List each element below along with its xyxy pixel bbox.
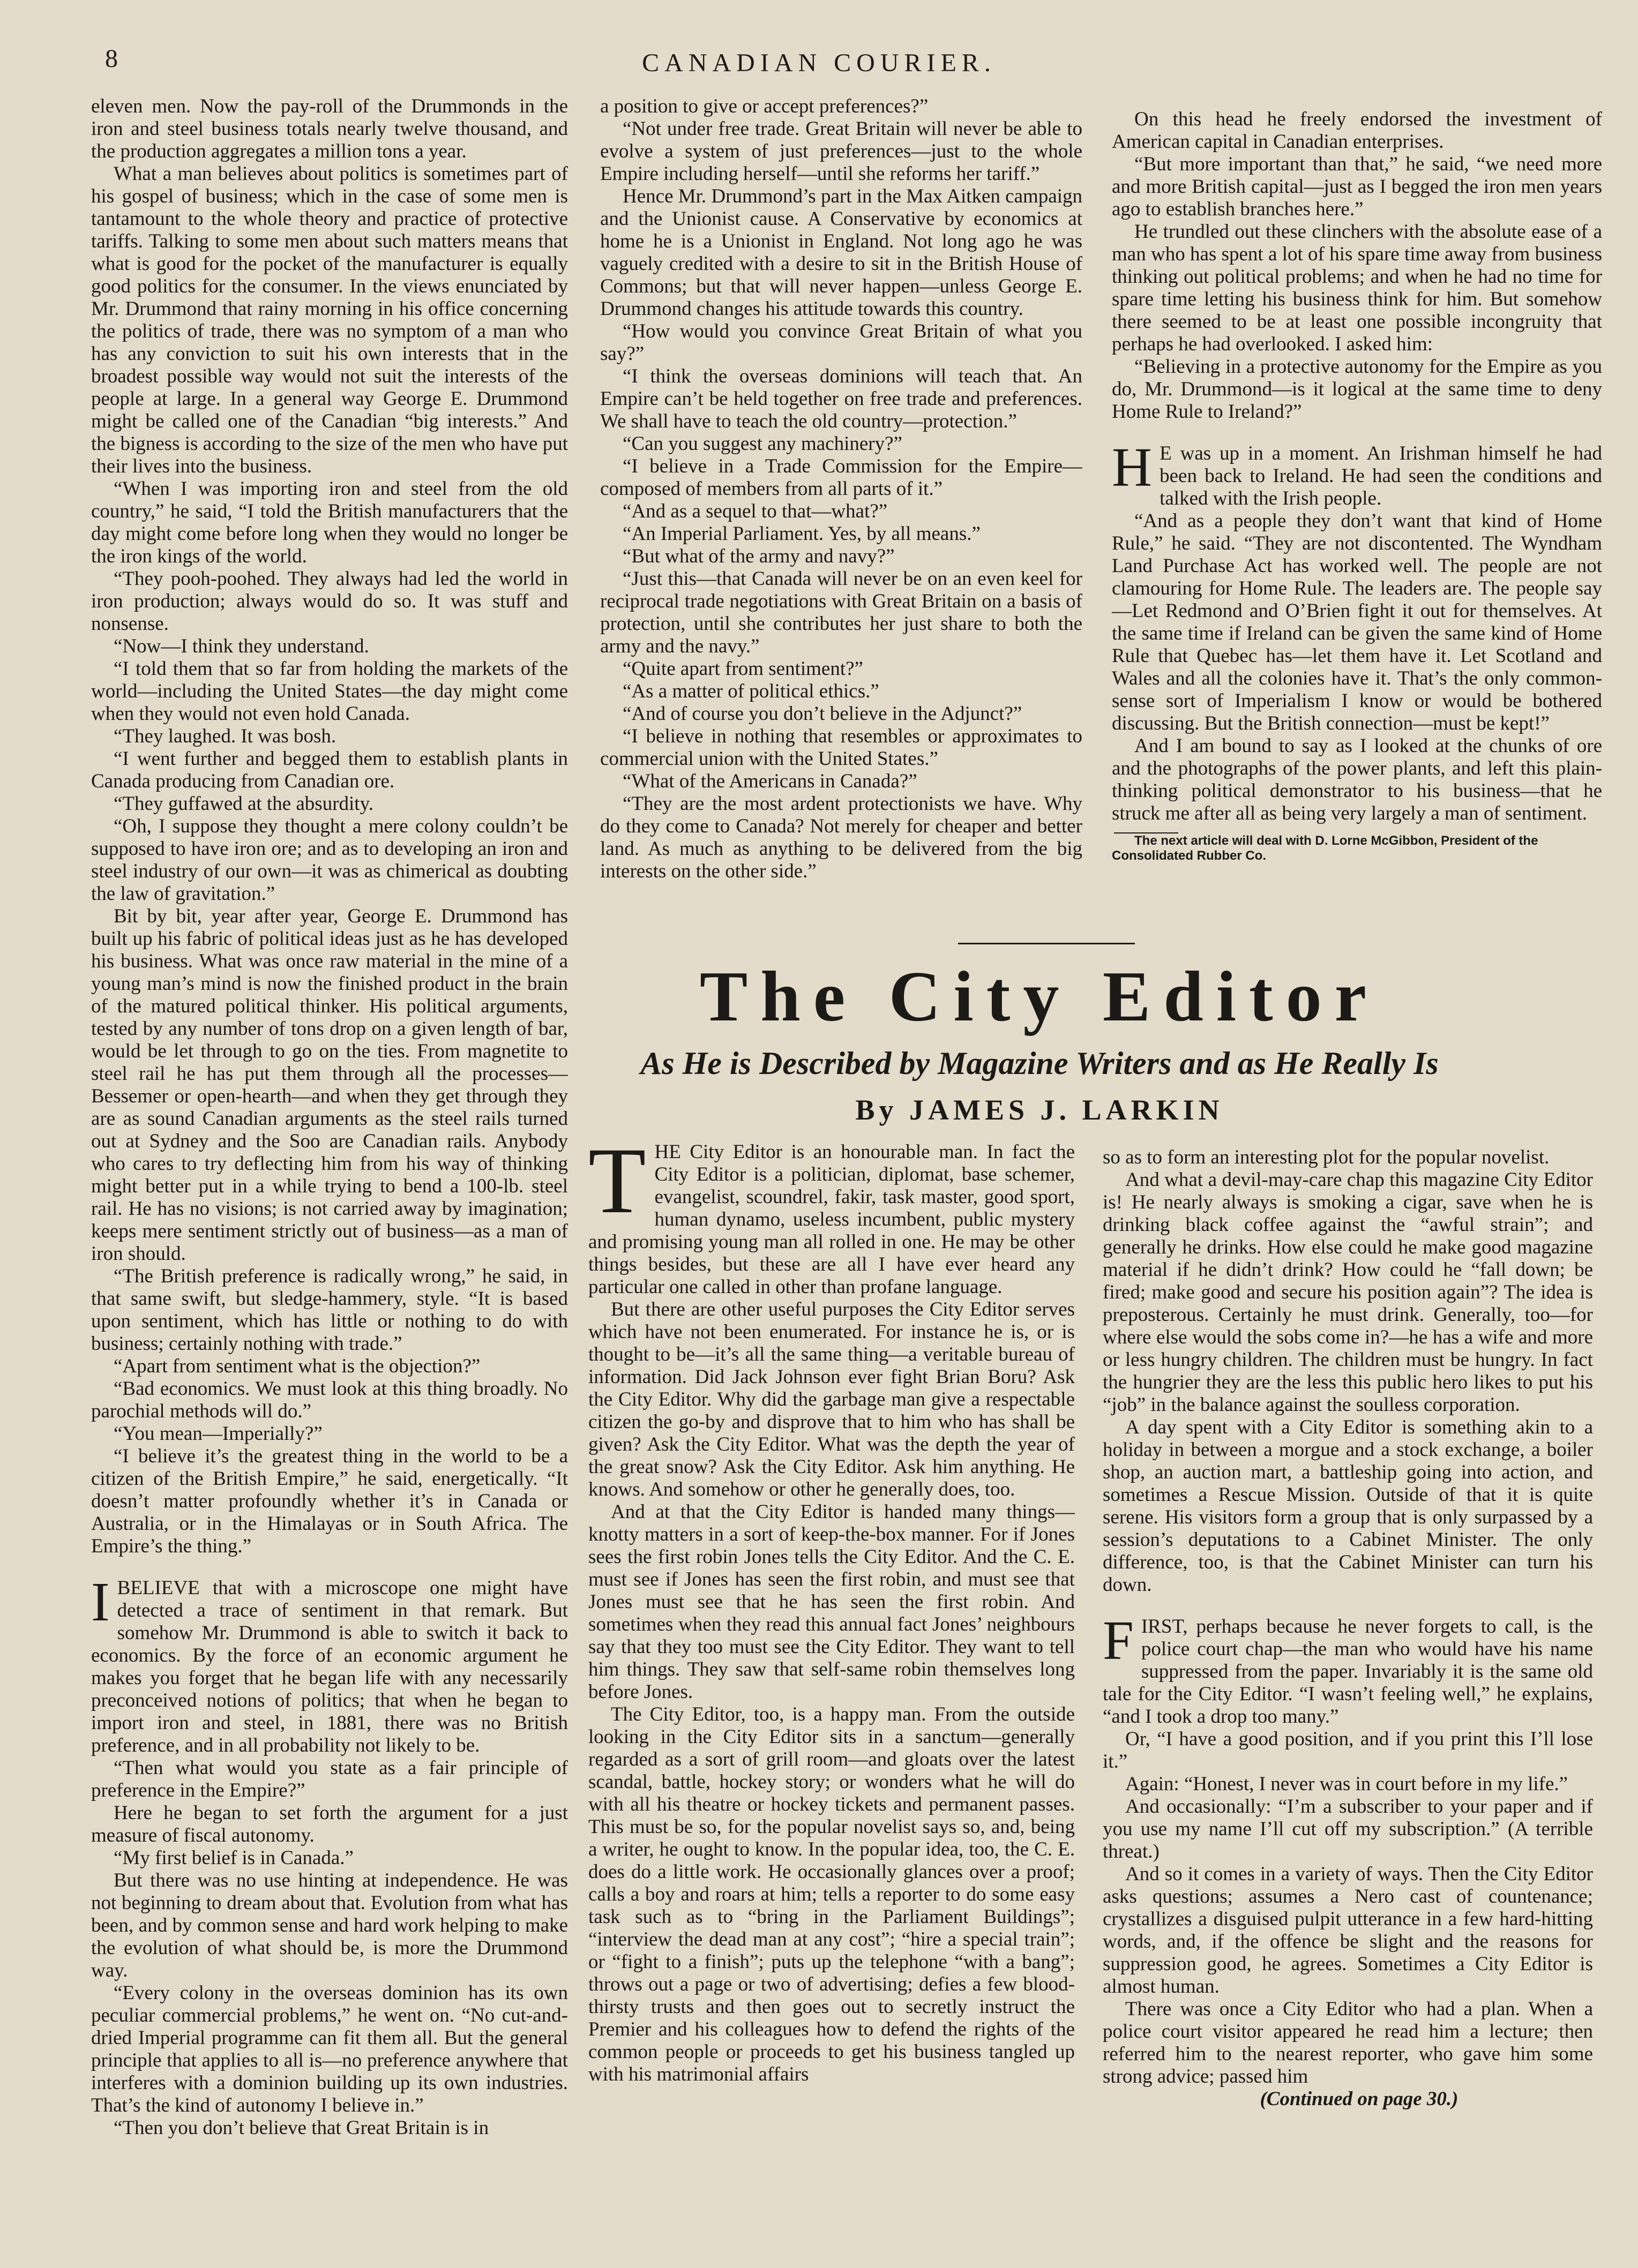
paragraph: There was once a City Editor who had a plan. When a police court visitor appeared he read him a lecture; then referred him to the nearest reporter, who gave him some strong advice; passed him [1103,1998,1593,2087]
paragraph: Here he began to set forth the argument for a just measure of fiscal autonomy. [91,1802,568,1846]
paragraph: On this head he freely endorsed the investment of American capital in Canadian enterprises. [1112,108,1602,153]
paragraph: “Oh, I suppose they thought a mere colony couldn’t be supposed to have iron ore; and as to developing an iron and steel industry of our own—it was as chimerical as doubting the law of gravitation.” [91,815,568,905]
paragraph-text: IRST, perhaps because he never forgets to call, is the police court chap—the man who would have his name suppressed from the paper. Invariably it is the same old tale for the City Editor. “I wasn’t feeling well,” he explains, “and I took a drop too many.” [1103,1616,1593,1728]
paragraph: “How would you convince Great Britain of what you say?” [600,320,1082,365]
paragraph: “Bad economics. We must look at this thing broadly. No parochial methods will do.” [91,1378,568,1422]
paragraph: “Believing in a protective autonomy for the Empire as you do, Mr. Drummond—is it logical at the same time to deny Home Rule to Ireland?” [1112,356,1602,423]
paragraph: “But what of the army and navy?” [623,545,895,567]
paragraph: “I believe it’s the greatest thing in the world to be a citizen of the British Empire,” he said, energetically. “It doesn’t matter profoundly whether it’s in Canada or Australia, or in the Himalayas or in South Africa. The Empire’s the thing.” [91,1445,568,1557]
article-subhead: As He is Described by Magazine Writers and as He Really Is [640,1046,1439,1081]
divider-rule [958,943,1135,944]
drop-cap: F [1103,1610,1134,1671]
paragraph: eleven men. Now the pay-roll of the Drummonds in the iron and steel business totals nearly twelve thousand, and the production aggregates a million tons a year. [91,95,568,162]
footnote: The next article will deal with D. Lorne McGibbon, President of the Consolidated Rubber Co. [1112,833,1538,863]
paragraph-text: E was up in a moment. An Irishman himself he had been back to Ireland. He had seen the conditions and talked with the Irish people. [1160,442,1602,509]
drop-cap: T [588,1141,646,1233]
paragraph: “They guffawed at the absurdity. [114,793,373,815]
paragraph: “They pooh-poohed. They always had led the world in iron production; always would do so. It was stuff and nonsense. [91,568,568,635]
paragraph: But there was no use hinting at independence. He was not beginning to dream about that. Evolution from what has been, and by common sense and hard work helping to make the evolution of what should be, is more the Drummond way. [91,1869,568,1981]
drop-cap: I [91,1571,110,1633]
paragraph-text: HE City Editor is an honourable man. In fact the City Editor is a politician, diplomat, base schemer, evangelist, scoundrel, fakir, task master, good sport, human dynamo, useless incumbent, public mystery and promising young man all rolled in one. He may be other things besides, but these are all I have ever heard any particular one called in other than profane language. [588,1141,1075,1298]
paragraph: Again: “Honest, I never was in court before in my life.” [1125,1773,1568,1795]
paragraph: And so it comes in a variety of ways. Then the City Editor asks questions; assumes a Nero cast of countenance; crystallizes a disguised pulpit utterance in a few hard-hitting words, and, if the offence be slight and the reasons for suppression good, he agrees. Sometimes a City Editor is almost human. [1103,1863,1593,1997]
paragraph: “As a matter of political ethics.” [623,680,879,702]
paragraph: “You mean—Imperially?” [114,1423,323,1445]
paragraph: A day spent with a City Editor is something akin to a holiday in between a morgue and a stock exchange, a boiler shop, an auction mart, a battleship going into action, and sometimes a Rescue Mission. Outside of that it is quite serene. His visitors form a group that is only surpassed by a session’s deputations to a Cabinet Minister. The only difference, too, is that the Cabinet Minister can turn his down. [1103,1416,1593,1596]
paragraph: “When I was importing iron and steel from the old country,” he said, “I told the British manufacturers that the day might come before long when they would no longer be the iron kings of the world. [91,478,568,567]
paragraph: “They are the most ardent protectionists we have. Why do they come to Canada? Not merely for cheaper and better land. As much as anything to be delivered from the big interests on the other side.” [600,793,1082,882]
paragraph: “But more important than that,” he said, “we need more and more British capital—just as I begged the iron men years ago to establish branches here.” [1112,153,1602,220]
paragraph: Bit by bit, year after year, George E. Drummond has built up his fabric of political ideas just as he has developed his business. What was once raw material in the mine of a young man’s mind is now the finished product in the brain of the matured political thinker. His political arguments, tested by any number of tons drop on a given length of bar, would be let through to go on the ties. From magnetite to steel rail he has put them through all the processes—Bessemer or open-hearth—and when they get through they are as sound Canadian arguments as the steel rails turned out at Sydney and the Soo are Canadian rails. Anybody who cares to try deflecting him from his way of thinking might better put in a while trying to bend a 100-lb. steel rail. He has no visions; is not carried away by imagination; keeps mere sentiment strictly out of business—as a man of iron should. [91,905,568,1265]
paragraph: “The British preference is radically wrong,” he said, in that same swift, but sledge-hammery, style. “It is based upon sentiment, which has little or nothing to do with business; certainly nothing with trade.” [91,1265,568,1355]
paragraph: “And as a people they don’t want that kind of Home Rule,” he said. “They are not discontented. The Wyndham Land Purchase Act has worked well. The people are not clamouring for Home Rule. The leaders are. The people say—Let Redmond and O’Brien fight it out for themselves. At the same time if Ireland can be given the same kind of Home Rule that Quebec has—let them have it. Let Scotland and Wales and all the colonies have it. That’s the only common-sense sort of Imperialism I know or would be bothered discussing. But the British connection—must be kept!” [1112,510,1602,734]
paragraph-dropcap [91,1571,568,1757]
paragraph: so as to form an interesting plot for the popular novelist. [1103,1146,1550,1168]
paragraph: “Quite apart from sentiment?” [623,658,863,680]
paragraph: “Not under free trade. Great Britain will never be able to evolve a system of just preferences—just to the whole Empire including herself—until she reforms her tariff.” [600,118,1082,185]
article-column-a [588,1141,1075,2218]
paragraph: “Now—I think they understand. [114,635,369,657]
paragraph: “I think the overseas dominions will teach that. An Empire can’t be held together on free trade and preferences. We shall have to teach the old country—protection.” [600,365,1082,432]
paragraph: He trundled out these clinchers with the absolute ease of a man who has spent a lot of his spare time away from business thinking out political problems; and when he had no time for spare time letting his business think for him. But somehow there seemed to be at least one possible incongruity that perhaps he had overlooked. I asked him: [1112,221,1602,355]
continued-note: (Continued on page 30.) [1260,2088,1459,2110]
paragraph: What a man believes about politics is sometimes part of his gospel of business; which in the case of some men is tantamount to the whole theory and practice of protective tariffs. Talking to some men about such matters means that what is good for the pocket of the manufacturer is equally good politics for the consumer. In the views enunciated by Mr. Drummond that rainy morning in his office concerning the politics of trade, there was no symptom of a man who has any conviction to suit his own interests that in the broadest possible way would not suit the interests of the people at large. In a general way George E. Drummond might be called one of the Canadian “big interests.” And the bigness is according to the size of the men who have put their lives into the business. [91,163,568,477]
paragraph: “What of the Americans in Canada?” [623,770,917,792]
column-1 [91,95,568,2217]
paragraph: “They laughed. It was bosh. [114,725,336,747]
paragraph: But there are other useful purposes the City Editor serves which have not been enumerated. For instance he is, or is thought to be—it’s all the same thing—a veritable bureau of information. Did Jack Johnson ever fight Brian Boru? Ask the City Editor. Why did the garbage man give a respectable citizen the go-by and disprove that to him who has shall be given? Ask the City Editor. What was the depth the year of the great snow? Ask the City Editor. Ask him anything. He knows. And somehow or other he generally does, too. [588,1298,1075,1500]
column-2 [600,95,1082,931]
paragraph-dropcap [1112,437,1602,510]
paragraph: “I told them that so far from holding the markets of the world—including the United States—the day might come when they would not even hold Canada. [91,658,568,725]
paragraph: The City Editor, too, is a happy man. From the outside looking in the City Editor sits in a sanctum—generally regarded as a sort of grill room—and gloats over the latest scandal, battle, hockey story; or wonders what he will do with all his theatre or hockey tickets and permanent passes. This must be so, for the popular novelist says so, and, being a writer, he ought to know. In the popular idea, too, the C. E. does do a little work. He occasionally glances over a proof; calls a boy and roars at him; tells a reporter to do some easy task such as to “bring in the Parliament Buildings”; “interview the dead man at any cost”; “hire a special train”; or “fight to a finish”; puts up the telephone “with a bang”; throws out a page or two of advertising; defies a few blood-thirsty trusts and then goes out to secretly instruct the Premier and his colleagues how to defend the rights of the common people or proceeds to get his business tangled up with his matrimonial affairs [588,1703,1075,2085]
paragraph: “And as a sequel to that—what?” [623,500,888,522]
paragraph: a position to give or accept preferences?” [600,95,929,117]
paragraph: And at that the City Editor is handed many things—knotty matters in a sort of keep-the-box manner. For if Jones sees the first robin Jones tells the City Editor. And the C. E. must see if Jones has seen the first robin, and must see that Jones must see that he has seen the first robin. And sometimes when they read this annual fact Jones’ neighbours say that they too must see the City Editor. They want to tell him things. They saw that self-same robin themselves long before Jones. [588,1501,1075,1703]
paragraph-dropcap [588,1141,1075,1298]
column-3 [1112,108,1602,944]
paragraph-dropcap [1103,1610,1593,1728]
paragraph: Or, “I have a good position, and if you print this I’ll lose it.” [1103,1728,1593,1773]
paragraph: “I believe in nothing that resembles or approximates to commercial union with the United States.” [600,725,1082,770]
paragraph: And what a devil-may-care chap this magazine City Editor is! He nearly always is smoking a cigar, save when he is drinking black coffee against the “awful strain”; and generally he drinks. How else could he make good magazine material if he didn’t drink? How could he “fall down; be fired; make good and secure his position again”? The idea is preposterous. Certainly he must drink. Generally, too—for where else would the sobs come in?—he has a wife and more or less hungry children. The children must be hungry. In fact the hungrier they are the less this public hero likes to put his “job” in the balance against the soulless corporation. [1103,1169,1593,1416]
paragraph: And occasionally: “I’m a subscriber to your paper and if you use my name I’ll cut off my subscription.” (A terrible threat.) [1103,1796,1593,1863]
drop-cap: H [1112,437,1153,498]
paragraph-text: BELIEVE that with a microscope one might have detected a trace of sentiment in that remark. But somehow Mr. Drummond is able to switch it back to economics. By the force of an economic argument he makes you forget that he began life with any necessarily preconceived notions of politics; that when he began to import iron and steel, in 1881, there was no British preference, and in all probability not likely to be. [91,1577,568,1756]
paragraph: “Can you suggest any machinery?” [623,433,902,455]
paragraph: “Then you don’t believe that Great Britain is in [114,2117,489,2139]
paragraph: Hence Mr. Drummond’s part in the Max Aitken campaign and the Unionist cause. A Conservative by economics at home he is a Unionist in England. Not long ago he was vaguely credited with a desire to sit in the British House of Commons; but that will never happen—unless George E. Drummond changes his attitude towards this country. [600,185,1082,320]
paragraph: “My first belief is in Canada.” [114,1847,354,1869]
paragraph: “Every colony in the overseas dominion has its own peculiar commercial problems,” he went on. “No cut-and-dried Imperial programme can fit them all. But the general principle that applies to all is—no preference anywhere that interferes with a dominion building up its own industries. That’s the kind of autonomy I believe in.” [91,1982,568,2116]
article-headline: The City Editor [699,957,1380,1036]
paragraph: “Then what would you state as a fair principle of preference in the Empire?” [91,1757,568,1801]
paragraph: “I believe in a Trade Commission for the Empire—composed of members from all parts of it.” [600,455,1082,500]
paragraph: “And of course you don’t believe in the Adjunct?” [623,703,1022,725]
paragraph: “I went further and begged them to establish plants in Canada producing from Canadian ore. [91,748,568,792]
running-head: CANADIAN COURIER. [642,49,996,77]
paragraph: And I am bound to say as I looked at the chunks of ore and the photographs of the power plants, and left this plain-thinking political demonstrator to his business—that he struck me after all as being very largely a man of sentiment. [1112,735,1602,824]
paragraph: “An Imperial Parliament. Yes, by all means.” [623,523,981,545]
page-number: 8 [105,44,118,73]
paragraph: “Just this—that Canada will never be on an even keel for reciprocal trade negotiations with Great Britain on a basis of protection, until she contributes her just share to both the army and the navy.” [600,568,1082,657]
article-byline: By JAMES J. LARKIN [855,1094,1224,1126]
paragraph: “Apart from sentiment what is the objection?” [114,1355,481,1377]
article-column-b [1103,1146,1593,2223]
